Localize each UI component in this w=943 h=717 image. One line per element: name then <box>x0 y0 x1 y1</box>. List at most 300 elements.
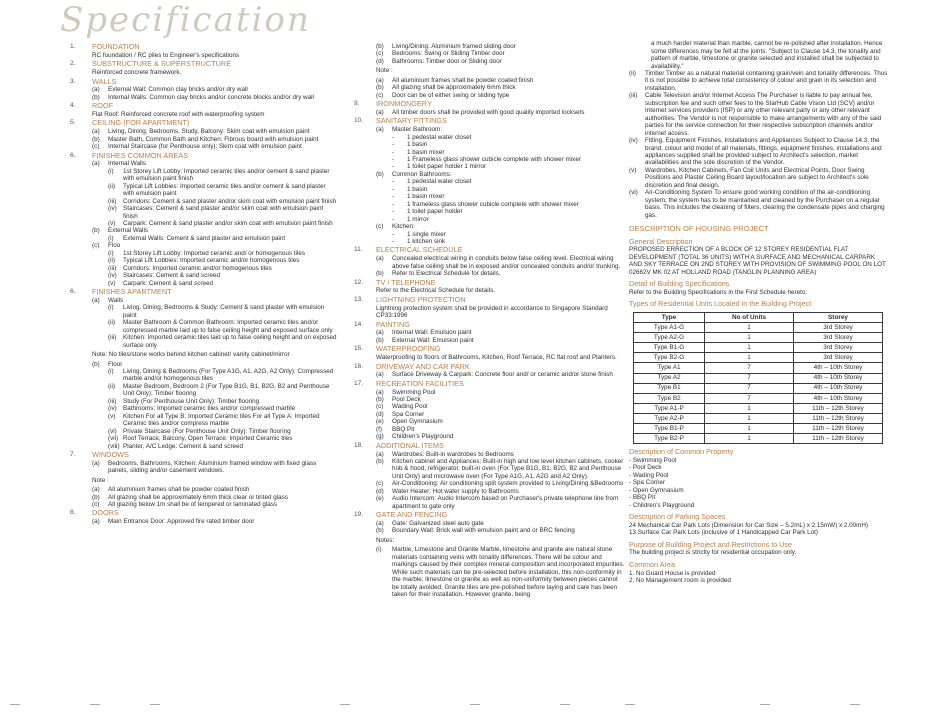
section-number: 14. <box>354 320 364 328</box>
item-text: Kitchen: Imported ceramic tiles laid up to false ceiling height and on exposed surface only <box>123 334 337 349</box>
spec-section <box>354 380 626 441</box>
item-text: Wardrobes: Built-in wardrobes to Bedrooms <box>392 450 514 458</box>
item-text: Master Bathroom: <box>392 126 443 134</box>
item-text: All glazing below 1m shall be of tempered or laminated glass <box>108 501 278 509</box>
list-item <box>108 257 338 264</box>
section-heading <box>354 100 626 109</box>
item-label: (b) <box>92 93 100 101</box>
list-item <box>108 198 338 205</box>
list-item <box>108 220 338 227</box>
table-cell: 7 <box>705 393 794 403</box>
page-footer-marks <box>0 704 943 712</box>
item-text: Carpark: Cement & sand screed <box>123 279 213 287</box>
item-label: (viii) <box>108 442 120 450</box>
column-header: Storey <box>794 312 883 322</box>
list-item <box>376 433 626 440</box>
item-label: (i) <box>376 546 382 554</box>
list-item <box>376 403 626 410</box>
item-label: (v) <box>629 166 637 174</box>
item-label: (a) <box>376 519 384 527</box>
table-row <box>634 393 883 403</box>
list-item <box>92 94 338 101</box>
item-text: Master Bath, Common Bath and Kitchen: Fibrous board with emulsion paint <box>108 135 319 143</box>
detail-text: Refer to the Building Specifications in the First Schedule hereto. <box>629 288 808 296</box>
item-text: Living, Dining, Bedrooms, Study, Balcony: Skim coat with emulsion paint <box>108 128 310 136</box>
section-title: SUBSTRUCTURE & SUPERSTRUCTURE <box>92 59 232 69</box>
table-cell: 1 <box>705 403 794 413</box>
item-label: (a) <box>92 459 100 467</box>
item-label: (a) <box>376 329 384 337</box>
item-label: (ii) <box>629 70 636 77</box>
item-text: Timber Timber as a natural material containing grain/vein and tonality differences. Thus it is not possible to achieve total consistency of colour and grain in its selection and installation. <box>645 70 888 92</box>
table-cell: 1 <box>705 423 794 433</box>
section-heading <box>354 363 626 372</box>
table-cell: 1 <box>705 333 794 343</box>
sub-list <box>92 250 338 287</box>
list-item <box>108 319 338 334</box>
table-row <box>634 423 883 433</box>
item-text: Living, Dining, Bedrooms & Study: Cement & sand plaster with emulsion paint <box>123 304 325 319</box>
table-cell: 3rd Storey <box>794 353 883 363</box>
list-item <box>376 84 626 91</box>
section-number: 3. <box>70 77 76 85</box>
common-property-list <box>629 457 889 510</box>
section-number: 8. <box>70 509 76 517</box>
item-label: (c) <box>92 501 100 509</box>
item-text: All aluminium frames shall be powder coated finish <box>108 486 250 494</box>
table-row <box>634 323 883 333</box>
list-item <box>108 435 338 442</box>
section-note: Note : <box>92 476 109 484</box>
item-label: (f) <box>376 425 382 433</box>
section-items <box>70 361 338 450</box>
item-label: - <box>392 200 395 208</box>
section-text: Lightning protection system shall be provided in accordance to Singapore Standard CP33:1996 <box>376 304 608 320</box>
item-text: Master Bedroom, Bedroom 2 (For Type B1G, B1, B2G, B2 and Penthouse Unit Only): Timber flooring <box>123 382 330 398</box>
list-item <box>376 371 626 378</box>
item-label: (a) <box>92 160 100 168</box>
table-row <box>634 403 883 413</box>
item-label: (b) <box>376 270 384 278</box>
common-property-heading: Description of Common Property <box>629 447 734 457</box>
item-text: 1st Storey Lift Lobby: Imported ceramic and/ or homogenous tiles <box>123 249 306 257</box>
item-label: (a) <box>376 450 384 458</box>
item-text: Pool Deck <box>392 396 421 404</box>
item-label: (a) <box>92 486 100 494</box>
table-row <box>634 363 883 373</box>
item-label: (b) <box>92 227 100 235</box>
item-label: (iii) <box>629 92 638 100</box>
item-label: (b) <box>376 43 384 50</box>
list-item <box>376 171 626 178</box>
types-heading: Types of Residential Units Located in the Building Project <box>629 299 812 309</box>
item-text: Corridors: Cement & sand plaster and/or skim coat with emulsion paint finish <box>123 197 337 205</box>
spec-section <box>354 279 626 295</box>
list-item <box>92 242 338 249</box>
parking-list <box>629 522 889 537</box>
item-text: Roof Terrace, Balcony, Open Terrace: Imported Ceramic tiles <box>123 435 293 443</box>
section-number: 13. <box>354 295 364 303</box>
list-item <box>376 126 626 133</box>
section-heading <box>70 509 338 518</box>
table-cell: 4th – 10th Storey <box>794 363 883 373</box>
list-item <box>376 337 626 344</box>
item-text: Children's Playground <box>392 433 454 441</box>
item-text: Typical Lift Lobbies: Imported ceramic tiles and/or cement & sand plaster with emulsion paint <box>123 182 326 198</box>
item-label: (ii) <box>108 257 115 265</box>
item-text: External Wall: Common clay bricks and/or dry wall <box>108 86 248 94</box>
item-label: (b) <box>92 360 100 368</box>
item-label: - <box>392 156 395 164</box>
item-label: (iii) <box>108 334 117 342</box>
list-line: - BBQ Pit <box>629 494 656 502</box>
item-label: (g) <box>376 433 384 441</box>
list-item <box>92 297 338 304</box>
list-item <box>392 141 626 148</box>
spec-section <box>354 246 626 277</box>
list-item <box>392 156 626 163</box>
table-cell: 1 <box>705 413 794 423</box>
section-title: DRIVEWAY AND CAR PARK <box>376 361 470 371</box>
item-text: Cable Television and/or Internet Access The Purchaser is liable to pay annual fee, subscription fee and such other fees to the StarHub Cable Vision Ltd (SCV) and/or Internet services providers (ISP) or any other relevant party or any other relevant authorities. The Vendor is not responsible to make arrangements with any of the said parties for the service connection for their respective subscription channels and/or internet access. <box>645 92 882 137</box>
item-label: (e) <box>376 495 384 503</box>
table-cell: 3rd Storey <box>794 333 883 343</box>
list-item <box>392 134 626 141</box>
table-cell: 1 <box>705 353 794 363</box>
detail-heading: Detail of Building Specifications <box>629 279 730 289</box>
item-label: (iv) <box>108 272 117 280</box>
item-text: 1 single mixer <box>407 230 446 238</box>
item-label: (d) <box>376 57 384 65</box>
item-label: (iii) <box>108 397 117 405</box>
list-item <box>108 280 338 287</box>
section-title: FINISHES APARTMENT <box>92 287 172 297</box>
list-item <box>92 494 338 501</box>
item-label: - <box>392 193 395 201</box>
list-item <box>392 193 626 200</box>
list-item <box>376 426 626 433</box>
item-label: (c) <box>376 480 384 488</box>
list-item <box>376 255 626 270</box>
spec-section <box>354 363 626 379</box>
item-text: Internal Walls <box>108 160 146 168</box>
list-item <box>92 361 338 368</box>
list-item <box>92 160 338 167</box>
column-middle <box>354 42 626 599</box>
table-row <box>634 333 883 343</box>
section-title: FOUNDATION <box>92 42 140 51</box>
section-title: FINISHES COMMON AREAS <box>92 150 189 160</box>
item-text: 1 basin mixer <box>407 148 445 156</box>
list-line: 1. No Guard House is provided <box>629 569 716 577</box>
item-text: Gate: Galvanized steel auto gate <box>392 519 484 527</box>
list-item <box>392 208 626 215</box>
section-number: 6. <box>70 151 76 159</box>
item-text: Master Bathroom & Common Bathroom: Imported ceramic tiles and/or compressed marble laid up to false ceiling height and exposed surface only <box>123 319 333 334</box>
list-line: - Wading Pool <box>629 471 669 479</box>
item-text: Refer to Electrical Schedule for details. <box>392 270 501 278</box>
item-label: (a) <box>376 76 384 84</box>
table-row <box>634 353 883 363</box>
spec-section <box>354 321 626 345</box>
item-label: (a) <box>376 126 384 134</box>
item-text: Open Gymnasium <box>392 418 443 426</box>
table-cell: Type B1 <box>634 383 705 393</box>
list-item <box>376 396 626 403</box>
continued-line: a much harder material than marble, cannot be re-polished after installation. Hence some differences may be felt at the joints. "Subject to Clause 14.3, the tonality and pattern of marble, limestone or granite selected and installed shall be subjected to availability." <box>651 40 883 70</box>
item-text: Internal Walls: Common clay bricks and/or concrete blocks and/or dry wall <box>108 93 314 101</box>
item-label: (iii) <box>108 197 117 205</box>
item-text: 1st Storey Lift Lobby: Imported ceramic tiles and/or cement & sand plaster with emulsion paint finish <box>123 167 330 183</box>
section-items <box>354 451 626 511</box>
list-item <box>92 460 338 475</box>
item-text: Living/Dining: Aluminium framed sliding door <box>392 43 516 50</box>
list-item <box>108 304 338 319</box>
table-row <box>634 373 883 383</box>
list-item <box>108 405 338 412</box>
section-items <box>70 297 338 349</box>
section-title: SANITARY FITTINGS <box>376 116 447 126</box>
section-items <box>70 486 338 508</box>
item-text: Staircases: Cement & sand plaster and/or skim coat with emulsion paint finish <box>123 205 324 220</box>
section-items <box>354 126 626 245</box>
spec-section <box>354 442 626 510</box>
spec-section <box>354 43 626 99</box>
list-item <box>392 178 626 185</box>
item-label: - <box>392 163 395 171</box>
item-label: - <box>392 215 395 223</box>
list-item <box>108 428 338 435</box>
item-text: Kitchen cabinet and Appliances: Built-in high and low level kitchen cabinets, cooker hob & hood, refrigerator, built-in oven (For Type B1G, B1, B2G, B2 and Penthouse Unit Only) and microwave oven (For Type A1G, A1, A2G and A2 Only). <box>392 458 624 480</box>
list-item <box>376 527 626 534</box>
section-title: LIGHTNING PROTECTION <box>376 294 466 304</box>
purpose-heading: Purpose of Building Project and Restrictions to Use <box>629 539 792 549</box>
list-item <box>392 231 626 238</box>
list-item <box>629 189 889 219</box>
section-title: DOORS <box>92 508 119 518</box>
item-text: Fitting, Equipment Finishes, Installations and Appliances Subject to Clause 14.3, the brand, colour and model of all materials, fittings, equipment finishes, installations and appliances supplied shall be provided subject to Architect's selection, market availabilities and the sole discretion of the Vendor. <box>645 137 882 167</box>
table-header-row <box>634 312 883 322</box>
list-item <box>392 201 626 208</box>
list-item <box>392 149 626 156</box>
list-item <box>376 546 626 598</box>
item-label: (iii) <box>108 264 117 272</box>
column-right <box>629 40 889 585</box>
section-title: RECREATION FACILITIES <box>376 378 464 388</box>
section-heading <box>70 152 338 161</box>
section-text: Flat Roof: Reinforced concrete roof with waterproofing system <box>92 111 265 118</box>
list-item <box>376 411 626 418</box>
table-cell: Type A1-G <box>634 323 705 333</box>
section-title: TV / TELEPHONE <box>376 277 436 287</box>
item-label: (b) <box>376 396 384 404</box>
section-text: Reinforced concrete framework. <box>92 69 182 77</box>
section-text: RC foundation / RC piles to Engineer's specifications <box>92 51 240 59</box>
spec-section <box>70 60 338 76</box>
section-title: CEILING (FOR APARTMENT) <box>92 118 190 128</box>
table-row <box>634 434 883 444</box>
section-heading <box>354 246 626 255</box>
item-label: (ii) <box>108 382 115 390</box>
section-number: 11. <box>354 246 363 254</box>
item-label: (b) <box>92 493 100 501</box>
section-heading <box>354 345 626 354</box>
item-label: (iv) <box>108 205 117 213</box>
section-heading <box>354 279 626 288</box>
spec-section <box>70 451 338 509</box>
table-cell: 7 <box>705 383 794 393</box>
item-text: Living, Dining & Bedrooms (For Type A1G, A1, A2G, A2 Only): Compressed marble and/or homogenous tiles <box>123 367 334 383</box>
notes-list <box>629 70 889 219</box>
list-item <box>108 250 338 257</box>
item-label: (ii) <box>108 182 115 190</box>
item-text: 1 pedestal water closet <box>407 178 472 186</box>
item-text: Marble, Limestone and Granite Marble, limestone and granite are natural stone materials containing veins with tonality differences. There will be colour and markings caused by their complex mineral composition and incorporated impurities. While such materials can be pre-selected before installation, this non-conformity in the marble, limestone or granite as well as non-uniformity between pieces cannot be totally avoided. Granite tiles are pre-polished before laying and care has been taken for their installation. However granite, being <box>392 546 625 599</box>
item-text: Carpark: Cement & sand plaster and/or skim coat with emulsion paint finish <box>123 220 333 228</box>
item-label: (c) <box>376 50 384 58</box>
item-label: (e) <box>376 418 384 426</box>
continued-text <box>629 40 889 70</box>
section-heading <box>70 60 338 69</box>
section-items <box>354 77 626 99</box>
item-text: Kitchen: <box>392 223 415 231</box>
list-item <box>108 398 338 405</box>
list-item <box>376 451 626 458</box>
table-cell: Type A2-G <box>634 333 705 343</box>
spec-section <box>354 100 626 116</box>
sub-list <box>376 178 626 223</box>
item-label: - <box>392 178 395 186</box>
item-text: Door can be of either swing or sliding type <box>392 91 510 99</box>
section-heading <box>70 102 338 111</box>
item-label: (b) <box>92 135 100 143</box>
item-label: (i) <box>108 167 114 175</box>
section-note: Notes: <box>376 536 395 544</box>
section-number: 9. <box>354 100 360 108</box>
housing-project-heading: DESCRIPTION OF HOUSING PROJECT <box>629 224 769 234</box>
item-label: (b) <box>376 458 384 465</box>
list-item <box>108 168 338 183</box>
sub-list <box>92 235 338 242</box>
item-text: 1 kitchen sink <box>407 238 446 246</box>
table-cell: Type A2-P <box>634 413 705 423</box>
common-area-list <box>629 570 889 585</box>
section-number: 15. <box>354 345 364 353</box>
table-cell: Type B2-G <box>634 353 705 363</box>
item-text: Kitchen For all Type B: Imported Ceramic tiles For all Type A: Imported Ceramic tiles and/or compress marble <box>123 412 320 428</box>
section-items <box>354 546 626 598</box>
general-description-heading: General Description <box>629 236 693 246</box>
list-line: - Swimming Pool <box>629 456 677 464</box>
list-item <box>92 227 338 234</box>
section-title: ADDITIONAL ITEMS <box>376 440 444 450</box>
section-items <box>354 329 626 344</box>
item-label: - <box>392 185 395 193</box>
item-text: All glazing shall be approximately 6mm thick clear or tinted glass <box>108 493 288 501</box>
item-label: (d) <box>376 487 384 495</box>
item-label: (c) <box>376 91 384 99</box>
item-text: Internal Wall: Emulsion paint <box>392 329 472 337</box>
list-line: 24 Mechanical Car Park Lots (Dimension for Car Size – 5.2mL) x 2.15mW) x 2.00mH) <box>629 521 869 529</box>
list-line: - Open Gymnasium <box>629 486 684 494</box>
sub-list <box>92 168 338 228</box>
table-cell: 1 <box>705 343 794 353</box>
section-note: Note: No tiles/stone works behind kitchen cabinet/ vanity cabinet/mirror <box>92 351 290 359</box>
section-heading <box>70 451 338 460</box>
list-item <box>376 488 626 495</box>
section-number: 1. <box>70 43 76 50</box>
item-label: (c) <box>376 403 384 411</box>
section-heading <box>354 117 626 126</box>
table-cell: 11th – 12th Storey <box>794 434 883 444</box>
list-item <box>108 235 338 242</box>
list-item <box>92 143 338 150</box>
item-text: 1 pedestal water closet <box>407 133 472 141</box>
list-item <box>392 216 626 223</box>
section-title: PAINTING <box>376 319 410 329</box>
list-item <box>629 92 889 137</box>
item-text: 1 frameless glass shower cubicle complete with shower mixer <box>407 200 579 208</box>
item-text: Concealed electrical wiring in conduits below false ceiling level. Electrical wiring above false ceiling shall be in exposed and/or concealed conduits and/or trunking. <box>392 255 621 270</box>
item-label: - <box>392 230 395 238</box>
item-text: Floo <box>108 242 121 250</box>
section-items <box>354 43 626 65</box>
item-text: Water Heater: Hot water supply to Bathrooms <box>392 487 519 495</box>
section-items <box>354 520 626 535</box>
item-text: Surface Driveway & Carpark: Concrete floor and/ or ceramic and/or stone finish <box>392 371 613 379</box>
list-item <box>629 137 889 167</box>
section-number: 17. <box>354 379 364 387</box>
item-label: (v) <box>108 220 116 228</box>
list-item <box>376 480 626 487</box>
item-text: All aluminium frames shall be powder coated finish <box>392 76 534 84</box>
item-label: (i) <box>108 367 114 375</box>
section-items <box>70 460 338 475</box>
item-label: (b) <box>376 170 384 178</box>
table-cell: Type A1 <box>634 363 705 373</box>
item-label: (b) <box>376 336 384 344</box>
table-row <box>634 413 883 423</box>
section-heading <box>354 380 626 389</box>
item-text: Corridors: Imported ceramic and/or homogenous tiles <box>123 264 272 272</box>
list-item <box>108 183 338 198</box>
item-label: (a) <box>92 518 100 526</box>
table-row <box>634 383 883 393</box>
list-item <box>392 186 626 193</box>
item-text: Staircases: Cement & sand screed <box>123 272 220 280</box>
table-cell: 3rd Storey <box>794 323 883 333</box>
item-label: (vii) <box>108 435 119 443</box>
section-number: 19. <box>354 511 364 519</box>
item-text: Swimming Pool <box>392 388 436 396</box>
sub-list <box>92 368 338 450</box>
sub-list <box>92 304 338 349</box>
section-number: 12. <box>354 278 364 286</box>
section-note: Note : <box>376 67 393 75</box>
table-cell: 7 <box>705 363 794 373</box>
spec-section <box>70 102 338 118</box>
item-label: (v) <box>108 412 116 420</box>
item-label: (a) <box>376 108 384 116</box>
list-item <box>92 136 338 143</box>
list-item <box>376 520 626 527</box>
sub-list <box>376 134 626 171</box>
table-cell: Type B2-P <box>634 434 705 444</box>
table-cell: Type B2 <box>634 393 705 403</box>
column-header: Type <box>634 312 705 322</box>
section-text: Waterproofing to floors of Bathrooms, Kitchen, Roof Terrace, RC flat roof and Planters. <box>376 354 617 362</box>
section-heading <box>354 296 626 305</box>
